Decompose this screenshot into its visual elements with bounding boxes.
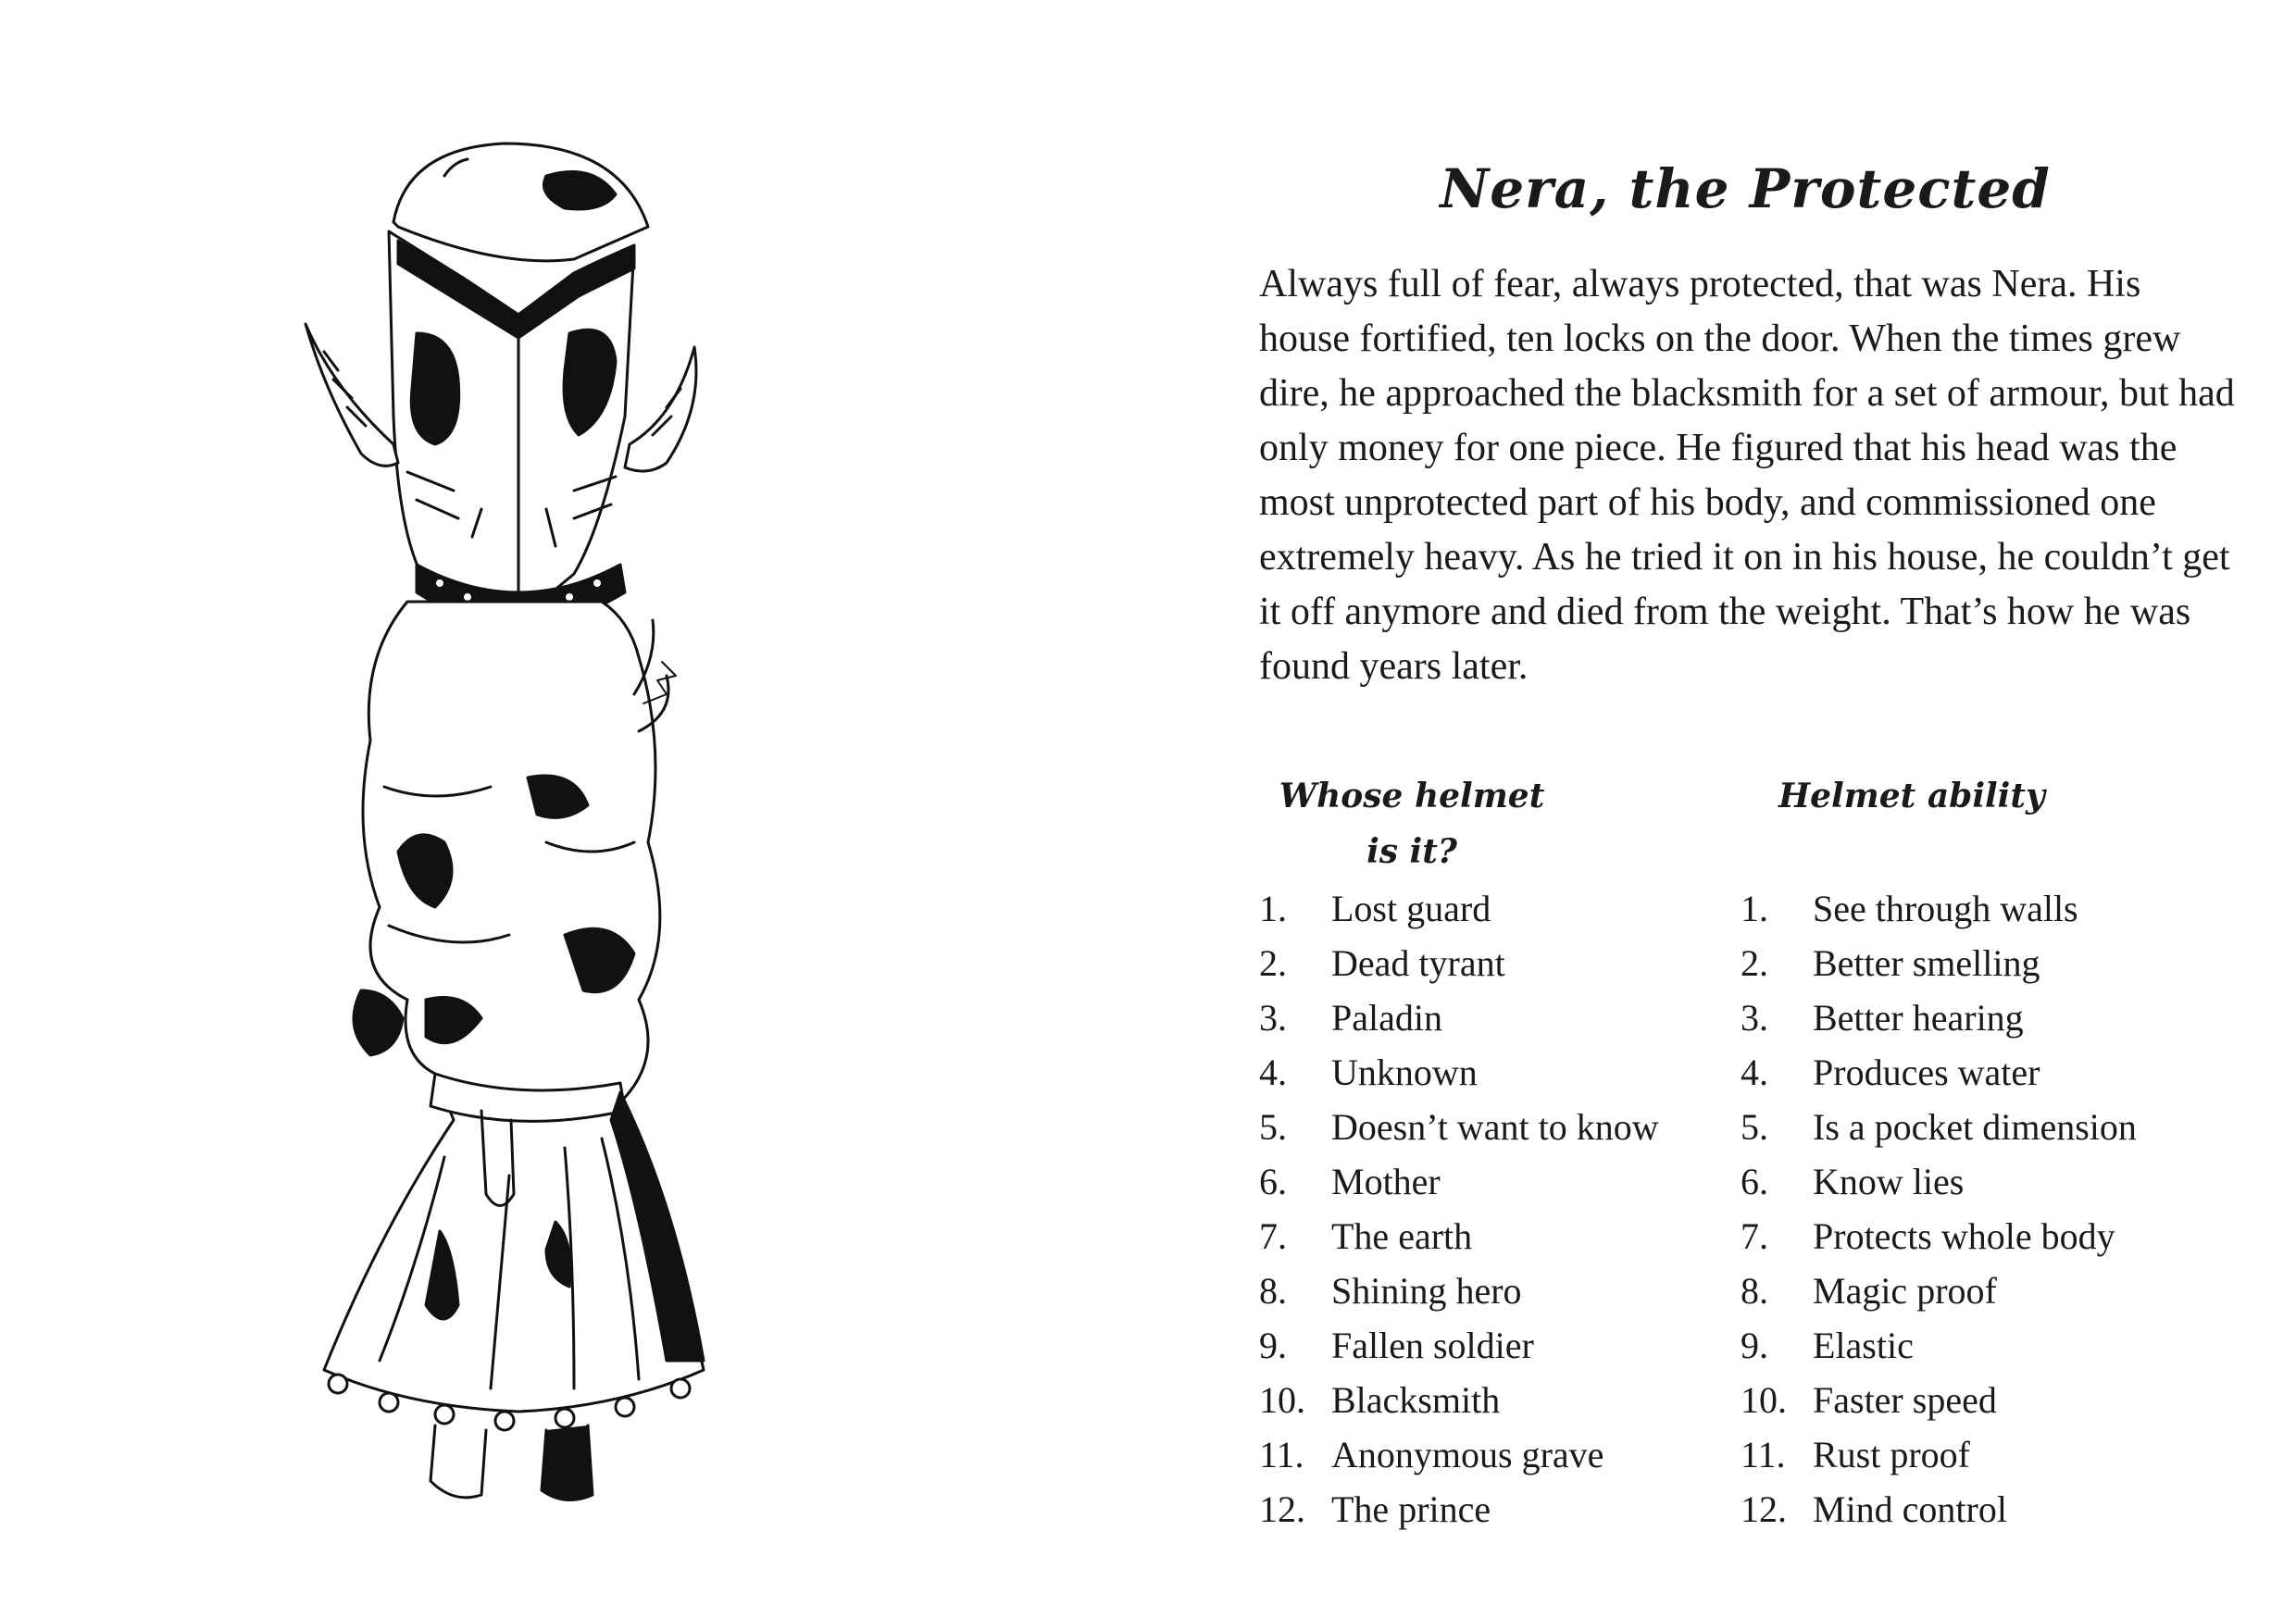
list-item [1741,1427,2240,1482]
roll-number: 3. [1741,997,1768,1039]
roll-number: 10. [1741,1379,1787,1421]
list-item [1741,936,2240,990]
roll-entry: Is a pocket dimension [1813,1106,2137,1148]
roll-number: 9. [1259,1325,1287,1366]
roll-number: 4. [1741,1052,1768,1093]
roll-entry: Know lies [1813,1161,1965,1202]
roll-number: 7. [1741,1215,1768,1257]
list-item [1741,990,2240,1045]
list-item [1259,1482,1741,1537]
roll-entry: The earth [1331,1215,1473,1257]
ability-table-list [1741,881,2240,1537]
list-item [1741,1045,2240,1100]
roll-entry: Rust proof [1813,1434,1970,1475]
roll-number: 2. [1741,942,1768,984]
roll-number: 5. [1741,1106,1768,1148]
roll-number: 9. [1741,1325,1768,1366]
roll-entry: Magic proof [1813,1270,1997,1312]
roll-tables [1259,768,2240,1530]
list-item [1259,1209,1741,1263]
list-item [1741,1373,2240,1427]
roll-number: 4. [1259,1052,1287,1093]
roll-entry: Mother [1331,1161,1441,1202]
list-item [1741,1154,2240,1209]
roll-number: 6. [1259,1161,1287,1202]
roll-entry: Unknown [1331,1052,1478,1093]
list-item [1259,1318,1741,1373]
list-item [1741,1263,2240,1318]
owner-table-list [1259,881,1741,1537]
list-item [1741,1209,2240,1263]
roll-number: 8. [1259,1270,1287,1312]
list-item [1259,881,1741,936]
roll-entry: Anonymous grave [1331,1434,1604,1475]
roll-number: 1. [1741,888,1768,929]
roll-entry: Produces water [1813,1052,2040,1093]
roll-entry: Paladin [1331,997,1442,1039]
roll-number: 2. [1259,942,1287,984]
list-item [1741,881,2240,936]
list-item [1741,1318,2240,1373]
roll-entry: Blacksmith [1331,1379,1501,1421]
list-item [1741,1482,2240,1537]
list-item [1259,936,1741,990]
roll-number: 1. [1259,888,1287,929]
owner-table [1259,768,1741,1537]
roll-entry: Elastic [1813,1325,1914,1366]
list-item [1259,1263,1741,1318]
roll-number: 5. [1259,1106,1287,1148]
roll-entry: Lost guard [1331,888,1491,929]
roll-entry: Faster speed [1813,1379,1997,1421]
roll-number: 3. [1259,997,1287,1039]
page-title: Nera, the Protected [1440,157,2051,220]
story-paragraph: Always full of fear, always protected, that was Nera. His house fortified, ten locks on the door. When the times grew dire, he approached the blacksmith for a set of armour, but had only money for one piece. He figured that his head was the most unprotected part of his body, and commissioned one extremely heavy. As he tried it on in his house, he couldn’t get it off anymore and died from the weight. That’s how he was found years later. [1259,263,2235,688]
knight-helmet-illustration [268,139,842,1509]
roll-number: 10. [1259,1379,1305,1421]
roll-entry: Doesn’t want to know [1331,1106,1659,1148]
roll-number: 12. [1259,1488,1305,1530]
list-item [1741,1100,2240,1154]
owner-table-heading: Whose helmet is it? [1279,777,1545,871]
roll-entry: Fallen soldier [1331,1325,1534,1366]
roll-number: 12. [1741,1488,1787,1530]
list-item [1259,1154,1741,1209]
ability-table-heading: Helmet ability [1778,777,2045,815]
list-item [1259,1427,1741,1482]
roll-number: 11. [1259,1434,1304,1475]
roll-number: 6. [1741,1161,1768,1202]
list-item [1259,990,1741,1045]
list-item [1259,1373,1741,1427]
roll-number: 11. [1741,1434,1786,1475]
list-item [1259,1100,1741,1154]
roll-entry: Dead tyrant [1331,942,1505,984]
roll-entry: Better hearing [1813,997,2024,1039]
roll-entry: Mind control [1813,1488,2007,1530]
roll-entry: The prince [1331,1488,1491,1530]
roll-number: 8. [1741,1270,1768,1312]
ability-table [1741,768,2240,1537]
list-item [1259,1045,1741,1100]
roll-entry: Shining hero [1331,1270,1522,1312]
roll-entry: Better smelling [1813,942,2040,984]
roll-entry: See through walls [1813,888,2078,929]
roll-number: 7. [1259,1215,1287,1257]
text-column [1259,157,2235,1530]
roll-entry: Protects whole body [1813,1215,2115,1257]
